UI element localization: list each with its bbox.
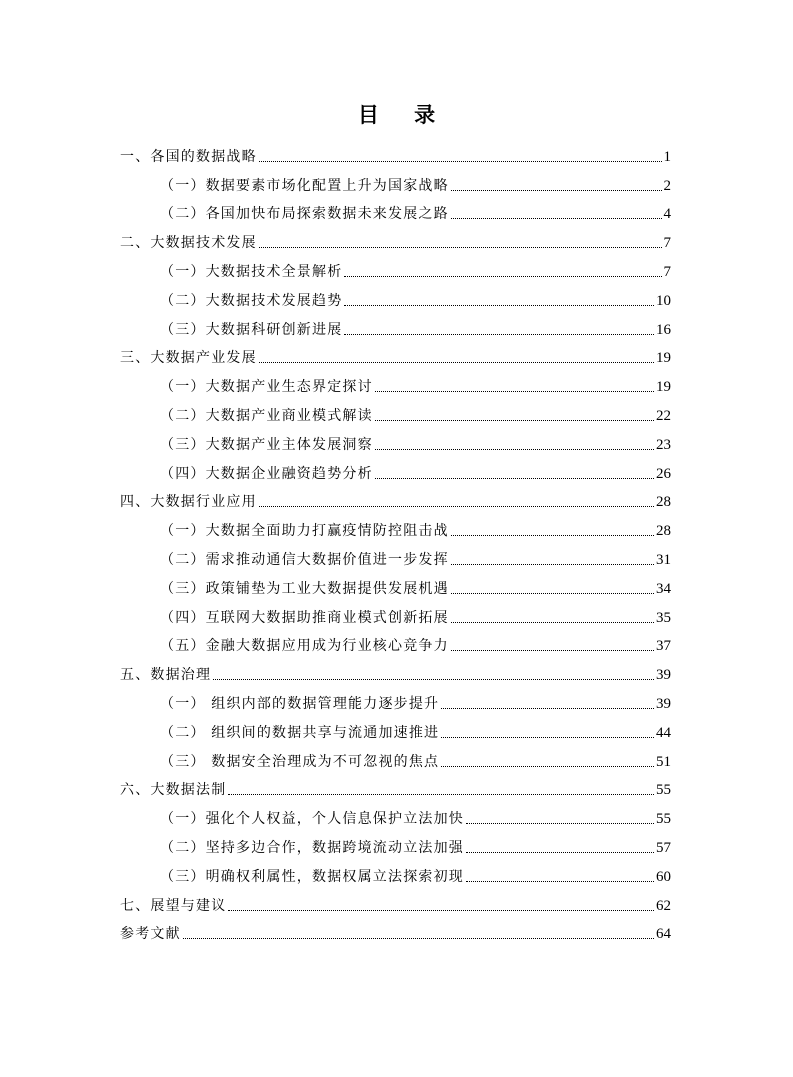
dot-leader [259,160,662,162]
toc-entry-label: （三）大数据产业主体发展洞察 [160,436,373,453]
toc-entry[interactable] [120,627,671,656]
toc-entry-page-number: 22 [656,407,671,424]
toc-entry-label: （一）数据要素市场化配置上升为国家战略 [160,177,449,194]
toc-entry[interactable] [120,223,671,252]
toc-entry[interactable] [120,684,671,713]
toc-entry[interactable] [120,771,671,800]
toc-entry-page-number: 7 [663,235,671,252]
toc-entry-label: （二）坚持多边合作，数据跨境流动立法加强 [160,839,464,856]
toc-entry-page-number: 28 [656,523,671,540]
toc-entry[interactable] [120,396,671,425]
dot-leader [375,477,654,479]
toc-entry[interactable] [120,454,671,483]
toc-entry[interactable] [120,252,671,281]
toc-entry-page-number: 19 [656,350,671,367]
toc-entry-label: 五、数据治理 [120,667,212,684]
toc-entry[interactable] [120,742,671,771]
toc-entry-label: （二） 组织间的数据共享与流通加速推进 [160,724,440,741]
toc-entry-page-number: 26 [656,465,671,482]
dot-leader [213,678,654,680]
toc-entry[interactable] [120,857,671,886]
toc-entry[interactable] [120,281,671,310]
toc-entry-label: 二、大数据技术发展 [120,235,257,252]
toc-entry-label: （三）大数据科研创新进展 [160,321,343,338]
toc-entry-label: （一）强化个人权益，个人信息保护立法加快 [160,811,464,828]
dot-leader [451,217,662,219]
toc-entry-label: （四）大数据企业融资趋势分析 [160,465,373,482]
toc-entry[interactable] [120,655,671,684]
toc-entry[interactable] [120,310,671,339]
dot-leader [466,822,654,824]
toc-entry-page-number: 60 [656,868,671,885]
dot-leader [441,765,654,767]
dot-leader [451,621,654,623]
dot-leader [451,189,662,191]
toc-entry-label: 参考文献 [120,926,181,943]
dot-leader [183,937,654,939]
toc-entry-page-number: 37 [656,638,671,655]
toc-entry-page-number: 16 [656,321,671,338]
toc-entry-label: 七、展望与建议 [120,897,227,914]
toc-entry[interactable] [120,425,671,454]
dot-leader [228,909,654,911]
toc-entry-label: （四）互联网大数据助推商业模式创新拓展 [160,609,449,626]
toc-entry-label: 一、各国的数据战略 [120,148,257,165]
toc-entry-page-number: 39 [656,695,671,712]
toc-entry-label: 四、大数据行业应用 [120,494,257,511]
dot-leader [259,361,654,363]
dot-leader [259,505,654,507]
toc-entry[interactable] [120,569,671,598]
toc-entry-page-number: 34 [656,580,671,597]
dot-leader [344,304,654,306]
toc-entry-label: （三）明确权利属性，数据权属立法探索初现 [160,868,464,885]
toc-entry[interactable] [120,137,671,166]
dot-leader [259,246,662,248]
toc-entry-page-number: 55 [656,782,671,799]
toc-entry[interactable] [120,166,671,195]
toc-entry-label: （五）金融大数据应用成为行业核心竞争力 [160,638,449,655]
toc-entry[interactable] [120,799,671,828]
toc-entry-page-number: 28 [656,494,671,511]
toc-entry-label: （二）各国加快布局探索数据未来发展之路 [160,206,449,223]
dot-leader [375,448,654,450]
toc-entry-page-number: 35 [656,609,671,626]
dot-leader [441,707,654,709]
toc-entry-page-number: 55 [656,811,671,828]
toc-entry[interactable] [120,339,671,368]
dot-leader [375,390,654,392]
toc-entry-label: （二）大数据产业商业模式解读 [160,407,373,424]
toc-entry-page-number: 31 [656,551,671,568]
toc-entry-label: （三）政策铺垫为工业大数据提供发展机遇 [160,580,449,597]
toc-entry[interactable] [120,511,671,540]
toc-entry-page-number: 51 [656,753,671,770]
dot-leader [375,419,654,421]
toc-entry-label: （一）大数据全面助力打赢疫情防控阻击战 [160,523,449,540]
toc-entry-page-number: 4 [663,206,671,223]
dot-leader [344,275,661,277]
toc-entry[interactable] [120,195,671,224]
toc-entry[interactable] [120,598,671,627]
toc-entry-page-number: 23 [656,436,671,453]
toc-entry[interactable] [120,915,671,944]
toc-entry-label: 三、大数据产业发展 [120,350,257,367]
toc-entry-page-number: 57 [656,839,671,856]
toc-entry-label: （三） 数据安全治理成为不可忽视的焦点 [160,753,440,770]
toc-entry[interactable] [120,828,671,857]
toc-entry-page-number: 2 [663,177,671,194]
toc-entry-label: （二）大数据技术发展趋势 [160,292,343,309]
toc-entry[interactable] [120,713,671,742]
toc-entry[interactable] [120,483,671,512]
dot-leader [441,736,654,738]
toc-entry-page-number: 62 [656,897,671,914]
dot-leader [451,649,654,651]
dot-leader [451,592,654,594]
toc-entry-label: （一）大数据产业生态界定探讨 [160,379,373,396]
toc-entry-page-number: 44 [656,724,671,741]
toc-entry-page-number: 19 [656,379,671,396]
dot-leader [451,534,654,536]
toc-entry[interactable] [120,367,671,396]
toc-entry-label: （一） 组织内部的数据管理能力逐步提升 [160,695,440,712]
toc-entry-page-number: 1 [663,148,671,165]
toc-entry-label: 六、大数据法制 [120,782,227,799]
toc-entry-page-number: 64 [656,926,671,943]
toc-entry-page-number: 39 [656,667,671,684]
toc-entry[interactable] [120,540,671,569]
toc-entry-page-number: 7 [663,263,671,280]
table-of-contents [120,137,671,943]
page-title: 目 录 [357,103,450,127]
dot-leader [466,880,654,882]
toc-entry-label: （一）大数据技术全景解析 [160,263,343,280]
toc-entry[interactable] [120,886,671,915]
dot-leader [466,851,654,853]
dot-leader [228,793,654,795]
dot-leader [344,333,654,335]
dot-leader [451,563,654,565]
toc-entry-page-number: 10 [656,292,671,309]
toc-entry-label: （二）需求推动通信大数据价值进一步发挥 [160,551,449,568]
